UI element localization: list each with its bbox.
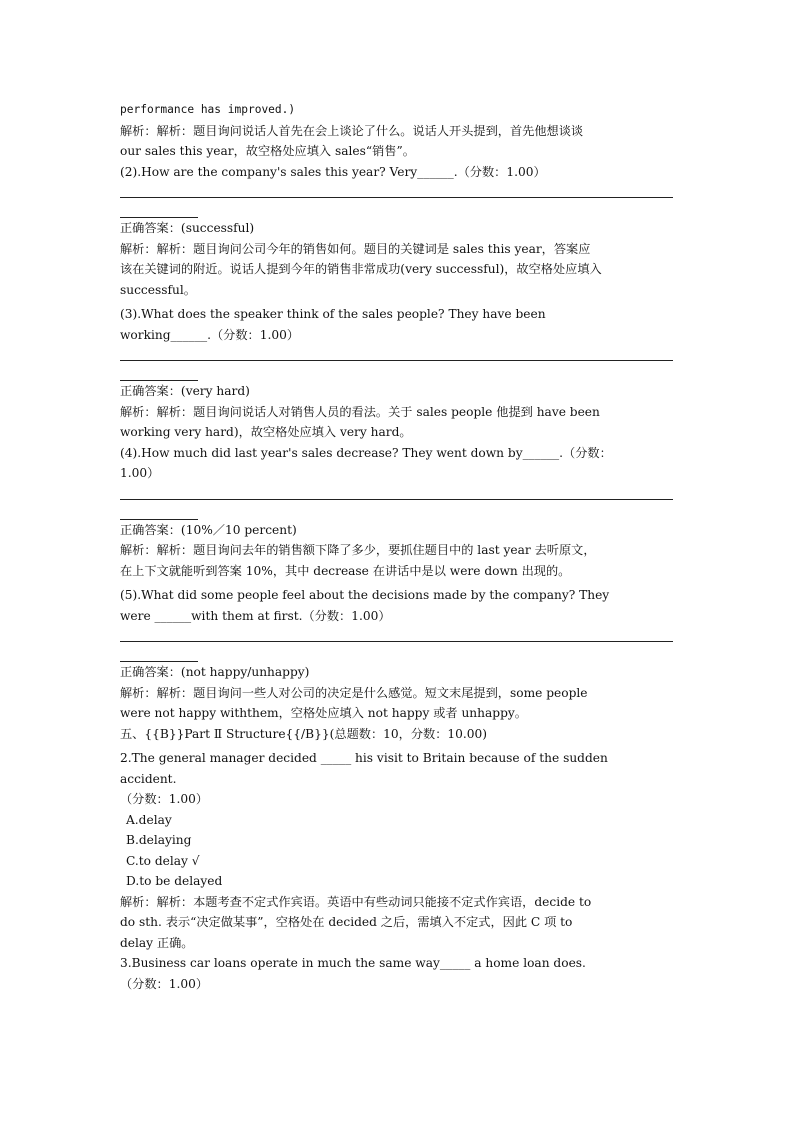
option-a: A.delay: [126, 812, 172, 827]
answer-rule: [120, 197, 673, 198]
answer-rule: [120, 499, 673, 500]
correct-answer: 正确答案：(very hard): [120, 384, 250, 398]
question-4-cont: 1.00）: [120, 466, 160, 480]
option-c: C.to delay √: [126, 853, 200, 868]
answer-rule: [120, 641, 673, 642]
question-3: (3).What does the speaker think of the sales people? They have been: [120, 307, 546, 321]
explanation-line: 解析：解析：题目询问公司今年的销售如何。题目的关键词是 sales this year，答案应: [120, 241, 591, 256]
correct-answer: 正确答案：(successful): [120, 221, 255, 235]
explanation-line: 解析：解析：题目询问说话人对销售人员的看法。关于 sales people 他提到 have been: [120, 404, 600, 419]
score-label: （分数：1.00）: [120, 792, 209, 806]
text-line: performance has improved.): [120, 103, 296, 116]
explanation-line: were not happy withthem，空格处应填入 not happy 或者 unhappy。: [120, 706, 527, 720]
score-label: （分数：1.00）: [120, 976, 209, 991]
section-heading: 五、{{B}}Part Ⅱ Structure{{/B}}(总题数：10，分数：10.00): [120, 726, 488, 741]
explanation-line: do sth. 表示“决定做某事”，空格处在 decided 之后，需填入不定式，因此 C 项 to: [120, 915, 573, 929]
explanation-line: delay 正确。: [120, 935, 194, 950]
explanation-line: 该在关键词的附近。说话人提到今年的销售非常成功(very successful)，故空格处应填入: [120, 262, 602, 276]
structure-question-2-cont: accident.: [120, 771, 177, 786]
option-b: B.delaying: [126, 833, 192, 847]
answer-rule: [120, 360, 673, 361]
explanation-line: successful。: [120, 282, 196, 297]
option-d: D.to be delayed: [126, 874, 223, 888]
document-page: [120, 100, 675, 994]
question-5-cont: were ______with them at first.（分数：1.00）: [120, 608, 391, 623]
explanation-line: 解析：解析：本题考查不定式作宾语。英语中有些动词只能接不定式作宾语，decide to: [120, 894, 592, 909]
structure-question-3: 3.Business car loans operate in much the same way_____ a home loan does.: [120, 956, 586, 970]
correct-answer: 正确答案：(10%／10 percent): [120, 522, 297, 537]
explanation-line: working very hard)，故空格处应填入 very hard。: [120, 425, 412, 439]
explanation-line: 解析：解析：题目询问去年的销售额下降了多少，要抓住题目中的 last year 去听原文，: [120, 543, 596, 557]
explanation-line: 解析：解析：题目询问一些人对公司的决定是什么感觉。短文末尾提到，some people: [120, 685, 588, 700]
explanation-line: 解析：解析：题目询问说话人首先在会上谈论了什么。说话人开头提到，首先他想谈谈: [120, 123, 584, 138]
question-5: (5).What did some people feel about the decisions made by the company? They: [120, 588, 610, 602]
question-2: (2).How are the company's sales this year? Very______.（分数：1.00）: [120, 164, 546, 179]
explanation-line: 在上下文就能听到答案 10%，其中 decrease 在讲话中是以 were down 出现的。: [120, 563, 571, 578]
question-4: (4).How much did last year's sales decrease? They went down by______.（分数：: [120, 445, 612, 460]
structure-question-2: 2.The general manager decided _____ his visit to Britain because of the sudden: [120, 751, 608, 765]
correct-answer: 正确答案：(not happy/unhappy): [120, 665, 310, 679]
question-3-cont: working______.（分数：1.00）: [120, 327, 300, 342]
explanation-line: our sales this year，故空格处应填入 sales“销售”。: [120, 144, 415, 158]
